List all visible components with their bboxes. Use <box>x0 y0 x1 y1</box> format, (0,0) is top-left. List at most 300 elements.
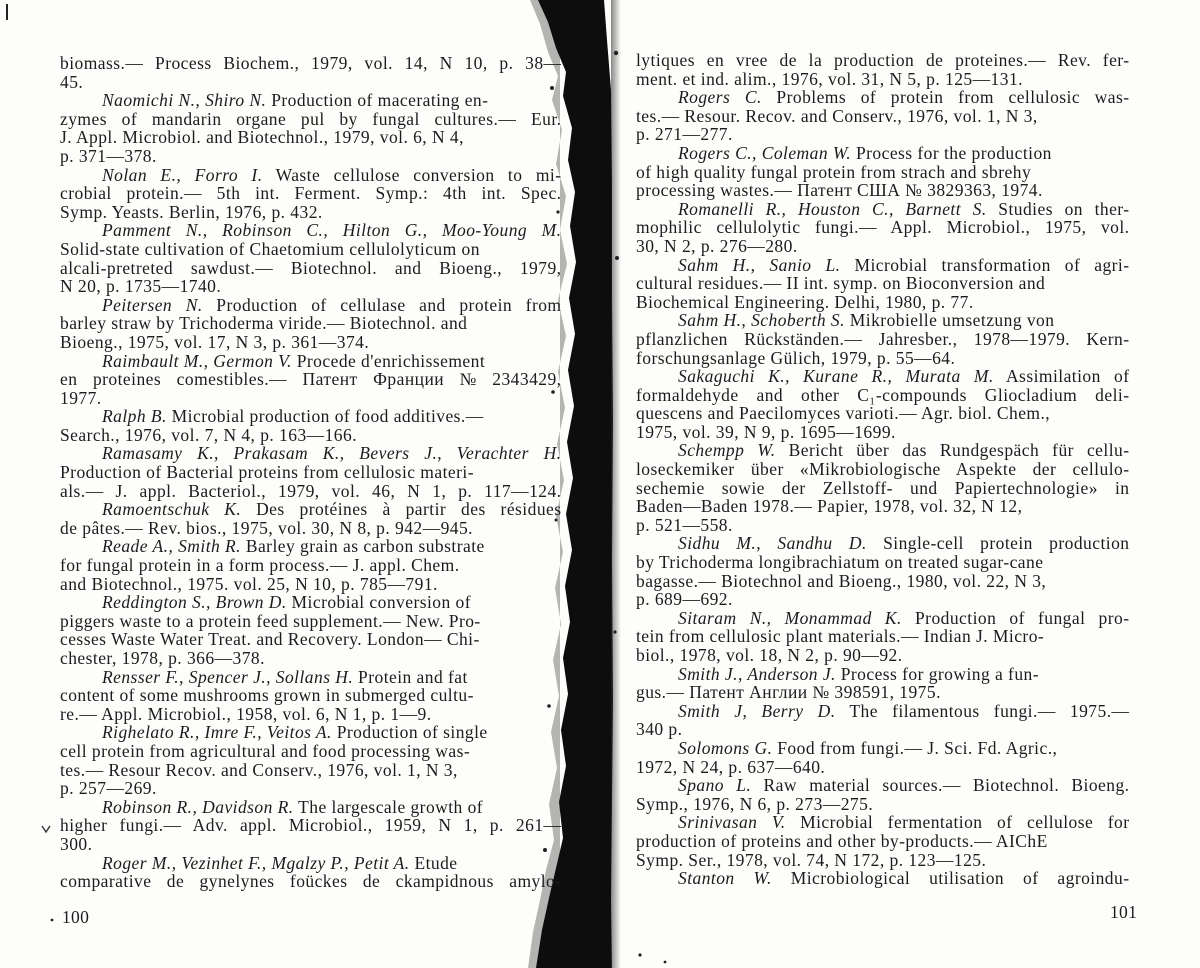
page-number: 100 <box>62 907 90 927</box>
line-content <box>60 239 480 259</box>
line-content <box>678 868 1130 888</box>
line-content <box>102 406 484 426</box>
entry-authors: Ramoentschuk K. <box>102 499 242 520</box>
entry-authors: Schempp W. <box>678 440 776 461</box>
entry-text: Solid-state cultivation of Chaetomium cellulolyticum on <box>60 238 480 259</box>
entry-line <box>636 181 1130 200</box>
entry-first-line <box>60 352 562 371</box>
entry-text: de pâtes.— Rev. bios., 1975, vol. 30, N 8, p. 942—945. <box>60 517 473 538</box>
line-content <box>102 499 562 519</box>
line-content <box>636 719 682 739</box>
entry-line <box>636 125 1130 144</box>
entry-line <box>60 705 562 724</box>
entry-text: 1972, N 24, p. 637—640. <box>636 756 826 777</box>
line-content <box>102 220 562 240</box>
entry-line <box>60 742 562 761</box>
entry-authors: Raimbault M., Germon V. <box>102 350 292 371</box>
entry-first-line <box>636 702 1130 721</box>
entry-text: p. 521—558. <box>636 514 733 535</box>
entry-text: Studies on ther- <box>998 198 1130 219</box>
line-content <box>678 310 1054 330</box>
entry-text: ment. et ind. alim., 1976, vol. 31, N 5, p. 125—131. <box>636 68 1023 89</box>
line-content <box>636 645 903 665</box>
entry-text: re.— Appl. Microbiol., 1958, vol. 6, N 1, p. 1—9. <box>60 703 432 724</box>
entry-line <box>636 274 1130 293</box>
entry-line <box>60 240 562 259</box>
line-content <box>102 853 458 873</box>
entry-authors: Sakaguchi K., Kurane R., Murata M. <box>678 366 994 387</box>
entry-authors: Stanton W. <box>678 868 772 889</box>
entry-line <box>60 556 562 575</box>
line-content <box>60 685 474 705</box>
entry-line <box>636 627 1130 646</box>
line-content <box>60 629 480 649</box>
entry-text: tes.— Resour. Recov. and Conserv., 1976, vol. 1, N 3, <box>636 105 1038 126</box>
line-content <box>636 292 974 312</box>
entry-first-line <box>60 407 562 426</box>
entry-text: higher fungi.— Adv. appl. Microbiol., 1959, N 1, p. 261— <box>60 815 562 836</box>
entry-text: Microbiological utilisation of agroindu- <box>790 868 1130 889</box>
line-content <box>636 217 1130 237</box>
entry-line <box>60 426 562 445</box>
entry-authors: Sitaram N., Monammad K. <box>678 607 902 628</box>
entry-first-line <box>636 665 1130 684</box>
line-content <box>636 106 1038 126</box>
line-content <box>60 127 464 147</box>
entry-first-line <box>60 668 562 687</box>
entry-authors: Naomichi N., Shiro N. <box>102 90 267 111</box>
entry-text: Procede d'enrichissement <box>296 350 486 371</box>
entry-first-line <box>60 537 562 556</box>
line-content <box>636 478 1130 498</box>
entry-text: Production of fungal pro- <box>914 607 1130 628</box>
entry-authors: Ramasamy K., Prakasam K., Bevers J., Verachter H. <box>102 443 562 464</box>
entry-line <box>60 612 562 631</box>
entry-line <box>636 683 1130 702</box>
line-content <box>60 369 562 389</box>
line-content <box>636 329 1130 349</box>
entry-line <box>60 519 562 538</box>
right-page <box>600 0 1200 968</box>
entry-authors: Nolan E., Forro I. <box>102 164 263 185</box>
entry-text: cultural residues.— II int. symp. on Bioconversion and <box>636 273 1046 294</box>
entry-line <box>60 779 562 798</box>
entry-text: cell protein from agricultural and food processing was- <box>60 740 471 761</box>
entry-authors: Srinivasan V. <box>678 812 786 833</box>
entry-text: Microbial transformation of agri- <box>854 254 1130 275</box>
line-content <box>60 741 470 761</box>
entry-text: comparative de gynelynes foückes de ckampidnous amylo- <box>60 871 562 892</box>
line-content <box>60 109 562 129</box>
entry-text: chester, 1978, p. 366—378. <box>60 648 265 668</box>
entry-line <box>60 370 562 389</box>
entry-text: 1975, vol. 39, N 9, p. 1695—1699. <box>636 421 896 442</box>
entry-text: pflanzlichen Rückständen.— Jahresber., 1978—1979. Kern- <box>636 328 1130 349</box>
entry-text: Symp. Ser., 1978, vol. 74, N 172, p. 123—125. <box>636 849 987 870</box>
entry-text: Microbial fermentation of cellulose for <box>800 812 1130 833</box>
entry-text: forschungsanlage Gülich, 1979, p. 55—64. <box>636 347 956 368</box>
line-content <box>636 422 896 442</box>
entry-text: cesses Waste Water Treat. and Recovery. London— Chi- <box>60 629 480 650</box>
entry-text: Process for the production <box>855 142 1052 163</box>
line-content <box>60 332 369 352</box>
entry-text: Microbial production of food additives.— <box>171 406 484 427</box>
line-content <box>678 701 1130 721</box>
entry-text: Production of cellulase and protein from <box>216 294 562 315</box>
line-content <box>60 555 460 575</box>
bibliography-column <box>60 54 562 891</box>
line-content <box>636 459 1130 479</box>
entry-text: 1977. <box>60 387 102 408</box>
entry-text: gus.— Патент Англии № 398591, 1975. <box>636 682 941 703</box>
line-content <box>102 592 471 612</box>
entry-text: Biochemical Engineering. Delhi, 1980, p. 77. <box>636 291 974 312</box>
entry-line <box>60 482 562 501</box>
entry-authors: Rensser F., Spencer J., Sollans H. <box>102 666 354 687</box>
line-content <box>60 648 265 668</box>
line-content <box>636 589 733 609</box>
line-content <box>102 797 483 817</box>
line-content <box>678 87 1130 107</box>
entry-text: Search., 1976, vol. 7, N 4, p. 163—166. <box>60 424 358 445</box>
entry-text: Waste cellulose conversion to mi- <box>275 164 562 185</box>
line-content <box>678 664 1039 684</box>
entry-text: Production of Bacterial proteins from cellulosic materi- <box>60 462 474 483</box>
entry-text: piggers waste to a protein feed supplement.— New. Pro- <box>60 610 481 631</box>
entry-first-line <box>60 593 562 612</box>
entry-line <box>636 107 1130 126</box>
entry-line <box>636 720 1130 739</box>
entry-line <box>636 572 1130 591</box>
entry-line <box>636 851 1130 870</box>
entry-line <box>60 277 562 296</box>
entry-text: Production of single <box>336 722 488 743</box>
entry-authors: Ralph B. <box>102 406 167 427</box>
entry-line <box>636 51 1130 70</box>
entry-line <box>636 386 1130 405</box>
entry-line <box>636 795 1130 814</box>
entry-text: Production of macerating en- <box>271 90 489 111</box>
entry-line <box>636 218 1130 237</box>
entry-text: J. Appl. Microbiol. and Biotechnol., 1979, vol. 6, N 4, <box>60 127 464 148</box>
entry-first-line <box>60 221 562 240</box>
entry-text: Bericht über das Rundgespäch für cellu- <box>788 440 1130 461</box>
line-content <box>60 760 458 780</box>
line-content <box>102 667 468 687</box>
entry-text: alcali-pretreted sawdust.— Biotechnol. and Bioeng., 1979, <box>60 257 562 278</box>
entry-first-line <box>636 256 1130 275</box>
line-content <box>678 533 1130 553</box>
entry-first-line <box>636 88 1130 107</box>
entry-text: Bioeng., 1975, vol. 17, N 3, p. 361—374. <box>60 331 370 352</box>
entry-authors: Pamment N., Robinson C., Hilton G., Moo-Young M. <box>102 220 562 241</box>
line-content <box>636 403 1050 423</box>
entry-text: quescens and Paecilomyces varioti.— Agr. biol. Chem., <box>636 403 1051 424</box>
line-content <box>636 50 1130 70</box>
line-content <box>636 682 941 702</box>
entry-text: p. 257—269. <box>60 778 157 799</box>
line-content <box>636 162 1031 182</box>
line-content <box>678 255 1130 275</box>
entry-line <box>636 646 1130 665</box>
entry-text: for fungal protein in a form process.— J. appl. Chem. <box>60 555 460 576</box>
entry-line <box>60 54 562 73</box>
line-content <box>636 794 873 814</box>
line-content <box>636 236 798 256</box>
line-content <box>60 704 432 724</box>
line-content <box>636 180 1043 200</box>
line-content <box>60 53 562 73</box>
entry-first-line <box>60 500 562 519</box>
entry-line <box>60 872 562 891</box>
entry-authors: Solomons G. <box>678 737 773 758</box>
line-content <box>678 738 1057 758</box>
entry-authors: Righelato R., Imre F., Veitos A. <box>102 722 332 743</box>
line-content <box>60 258 562 278</box>
line-content <box>678 199 1130 219</box>
line-content <box>60 518 473 538</box>
entry-line <box>60 110 562 129</box>
line-content <box>60 146 157 166</box>
entry-text: bagasse.— Biotechnol and Bioeng., 1980, vol. 22, N 3, <box>636 570 1047 591</box>
entry-text: mophilic cellulolytic fungi.— Appl. Microbiol., 1975, vol. <box>636 217 1130 238</box>
entry-text: by Trichoderma longibrachiatum on treated sugar-cane <box>636 552 1044 573</box>
entry-first-line <box>60 798 562 817</box>
entry-first-line <box>636 441 1130 460</box>
entry-text: formaldehyde and other C₁-compounds Gliocladium deli- <box>636 384 1130 405</box>
entry-authors: Robinson R., Davidson R. <box>102 796 294 817</box>
entry-first-line <box>636 144 1130 163</box>
line-content <box>102 90 488 110</box>
line-content <box>60 313 467 333</box>
line-content <box>636 496 1022 516</box>
line-content <box>60 425 357 445</box>
entry-first-line <box>60 296 562 315</box>
bibliography-column <box>636 51 1130 888</box>
line-content <box>636 69 1023 89</box>
line-content <box>60 871 562 891</box>
entry-text: Symp., 1976, N 6, p. 273—275. <box>636 793 874 814</box>
entry-line <box>636 349 1130 368</box>
entry-text: tein from cellulosic plant materials.— Indian J. Micro- <box>636 626 1045 647</box>
entry-line <box>60 203 562 222</box>
line-content <box>636 626 1044 646</box>
entry-authors: Sahm H., Sanio L. <box>678 254 841 275</box>
entry-text: en proteines comestibles.— Патент Франции № 2343429, <box>60 369 562 390</box>
entry-text: and Biotechnol., 1975. vol. 25, N 10, p. 785—791. <box>60 573 438 594</box>
line-content <box>636 385 1130 405</box>
entry-line <box>636 237 1130 256</box>
entry-line <box>636 832 1130 851</box>
entry-first-line <box>636 200 1130 219</box>
entry-authors: Sahm H., Schoberth S. <box>678 310 845 331</box>
line-content <box>678 812 1130 832</box>
entry-text: Microbial conversion of <box>291 592 472 613</box>
line-content <box>636 515 733 535</box>
line-content <box>102 443 562 463</box>
entry-authors: Romanelli R., Houston C., Barnett S. <box>678 198 987 219</box>
entry-text: p. 371—378. <box>60 145 157 166</box>
entry-line <box>636 404 1130 423</box>
entry-text: p. 271—277. <box>636 124 733 145</box>
line-content <box>678 775 1130 795</box>
entry-text: N 20, p. 1735—1740. <box>60 276 222 297</box>
entry-first-line <box>636 311 1130 330</box>
entry-text: processing wastes.— Патент США № 3829363, 1974. <box>636 180 1043 201</box>
line-content <box>60 778 157 798</box>
entry-authors: Spano L. <box>678 775 752 796</box>
entry-text: als.— J. appl. Bacteriol., 1979, vol. 46, N 1, p. 117—124. <box>60 480 562 501</box>
entry-text: Problems of protein from cellulosic was- <box>776 87 1130 108</box>
line-content <box>60 462 474 482</box>
entry-text: lytiques en vree de la production de proteines.— Rev. fer- <box>636 50 1130 70</box>
entry-line <box>60 649 562 668</box>
line-content <box>102 295 562 315</box>
line-content <box>678 440 1130 460</box>
entry-line <box>636 758 1130 777</box>
page-number: 101 <box>1110 902 1138 922</box>
line-content <box>636 831 1048 851</box>
entry-authors: Reade A., Smith R. <box>102 536 241 557</box>
entry-text: sechemie sowie der Zellstoff- und Papiertechnologie» in <box>636 477 1130 498</box>
line-content <box>102 165 561 185</box>
entry-text: of high quality fungal protein from strach and sbrehy <box>636 161 1032 182</box>
entry-line <box>636 516 1130 535</box>
entry-line <box>636 423 1130 442</box>
line-content <box>60 388 102 408</box>
entry-line <box>636 590 1130 609</box>
line-content <box>60 611 481 631</box>
entry-authors: Smith J, Berry D. <box>678 700 836 721</box>
line-content <box>636 571 1046 591</box>
entry-text: Process for growing a fun- <box>840 663 1040 684</box>
entry-line <box>60 389 562 408</box>
line-content <box>636 757 825 777</box>
entry-text: content of some mushrooms grown in submerged cultu- <box>60 685 474 706</box>
entry-text: biol., 1978, vol. 18, N 2, p. 90—92. <box>636 645 903 665</box>
entry-authors: Sidhu M., Sandhu D. <box>678 533 867 554</box>
line-content <box>60 815 562 835</box>
entry-first-line <box>60 444 562 463</box>
entry-first-line <box>636 869 1130 888</box>
entry-text: production of proteins and other by-products.— AIChE <box>636 830 1048 851</box>
entry-text: zymes of mandarin organe pul by fungal cultures.— Eur. <box>60 108 562 129</box>
entry-text: Etude <box>414 852 458 873</box>
entry-first-line <box>60 91 562 110</box>
entry-line <box>636 293 1130 312</box>
entry-text: Protein and fat <box>358 666 468 687</box>
entry-authors: Smith J., Anderson J. <box>678 663 836 684</box>
line-content <box>636 348 955 368</box>
entry-line <box>636 553 1130 572</box>
entry-first-line <box>636 367 1130 386</box>
entry-text: Barley grain as carbon substrate <box>245 536 485 557</box>
entry-text: The largescale growth of <box>298 796 484 817</box>
entry-line <box>636 163 1130 182</box>
line-content <box>102 722 488 742</box>
entry-line <box>60 147 562 166</box>
entry-line <box>60 73 562 92</box>
entry-authors: Rogers C. <box>678 87 762 108</box>
line-content <box>102 351 485 371</box>
line-content <box>60 834 92 854</box>
entry-line <box>636 70 1130 89</box>
entry-text: tes.— Resour Recov. and Conserv., 1976, vol. 1, N 3, <box>60 759 458 780</box>
entry-first-line <box>636 534 1130 553</box>
entry-line <box>60 128 562 147</box>
entry-text: loseckemiker über «Mikrobiologische Aspekte der cellulo- <box>636 459 1130 480</box>
entry-text: Baden—Baden 1978.— Papier, 1978, vol. 32, N 12, <box>636 496 1023 517</box>
entry-text: biomass.— Process Biochem., 1979, vol. 14, N 10, p. 38— <box>60 53 562 73</box>
entry-authors: Rogers C., Coleman W. <box>678 142 852 163</box>
line-content <box>102 536 485 556</box>
entry-text: Food from fungi.— J. Sci. Fd. Agric., <box>777 737 1058 758</box>
line-content <box>60 276 221 296</box>
entry-line <box>60 835 562 854</box>
line-content <box>678 143 1052 163</box>
line-content <box>60 481 562 501</box>
entry-line <box>60 686 562 705</box>
entry-text: Assimilation of <box>1005 366 1130 387</box>
entry-text: Des protéines à partir des résidues <box>256 499 562 520</box>
entry-line <box>636 460 1130 479</box>
line-content <box>60 72 83 92</box>
entry-first-line <box>636 813 1130 832</box>
line-content <box>678 366 1130 386</box>
line-content <box>636 850 986 870</box>
entry-text: Single-cell protein production <box>883 533 1130 554</box>
entry-text: Raw material sources.— Biotechnol. Bioeng. <box>763 775 1130 796</box>
entry-text: 340 p. <box>636 719 683 740</box>
line-content <box>636 124 733 144</box>
entry-text: 45. <box>60 71 84 92</box>
entry-first-line <box>636 776 1130 795</box>
line-content <box>636 273 1045 293</box>
line-content <box>60 183 562 203</box>
entry-text: 300. <box>60 833 93 854</box>
entry-text: crobial protein.— 5th int. Ferment. Symp.: 4th int. Spec. <box>60 183 562 204</box>
entry-text: Mikrobielle umsetzung von <box>849 310 1055 331</box>
entry-line <box>636 479 1130 498</box>
entry-line <box>60 259 562 278</box>
line-content <box>678 608 1130 628</box>
entry-first-line <box>636 609 1130 628</box>
entry-line <box>60 333 562 352</box>
entry-line <box>636 330 1130 349</box>
entry-line <box>60 184 562 203</box>
entry-first-line <box>636 739 1130 758</box>
entry-first-line <box>60 854 562 873</box>
line-content <box>636 552 1043 572</box>
entry-text: p. 689—692. <box>636 589 733 610</box>
entry-line <box>636 497 1130 516</box>
entry-text: Symp. Yeasts. Berlin, 1976, p. 432. <box>60 201 323 222</box>
entry-first-line <box>60 723 562 742</box>
entry-first-line <box>60 166 562 185</box>
entry-line <box>60 630 562 649</box>
line-content <box>60 574 438 594</box>
entry-line <box>60 761 562 780</box>
entry-text: barley straw by Trichoderma viride.— Biotechnol. and <box>60 313 468 334</box>
entry-authors: Roger M., Vezinhet F., Mgalzy P., Petit A. <box>102 852 410 873</box>
entry-line <box>60 314 562 333</box>
entry-authors: Peitersen N. <box>102 294 203 315</box>
entry-authors: Reddington S., Brown D. <box>102 592 287 613</box>
entry-line <box>60 463 562 482</box>
entry-line <box>60 816 562 835</box>
entry-text: The filamentous fungi.— 1975.— <box>849 700 1130 721</box>
entry-line <box>60 575 562 594</box>
